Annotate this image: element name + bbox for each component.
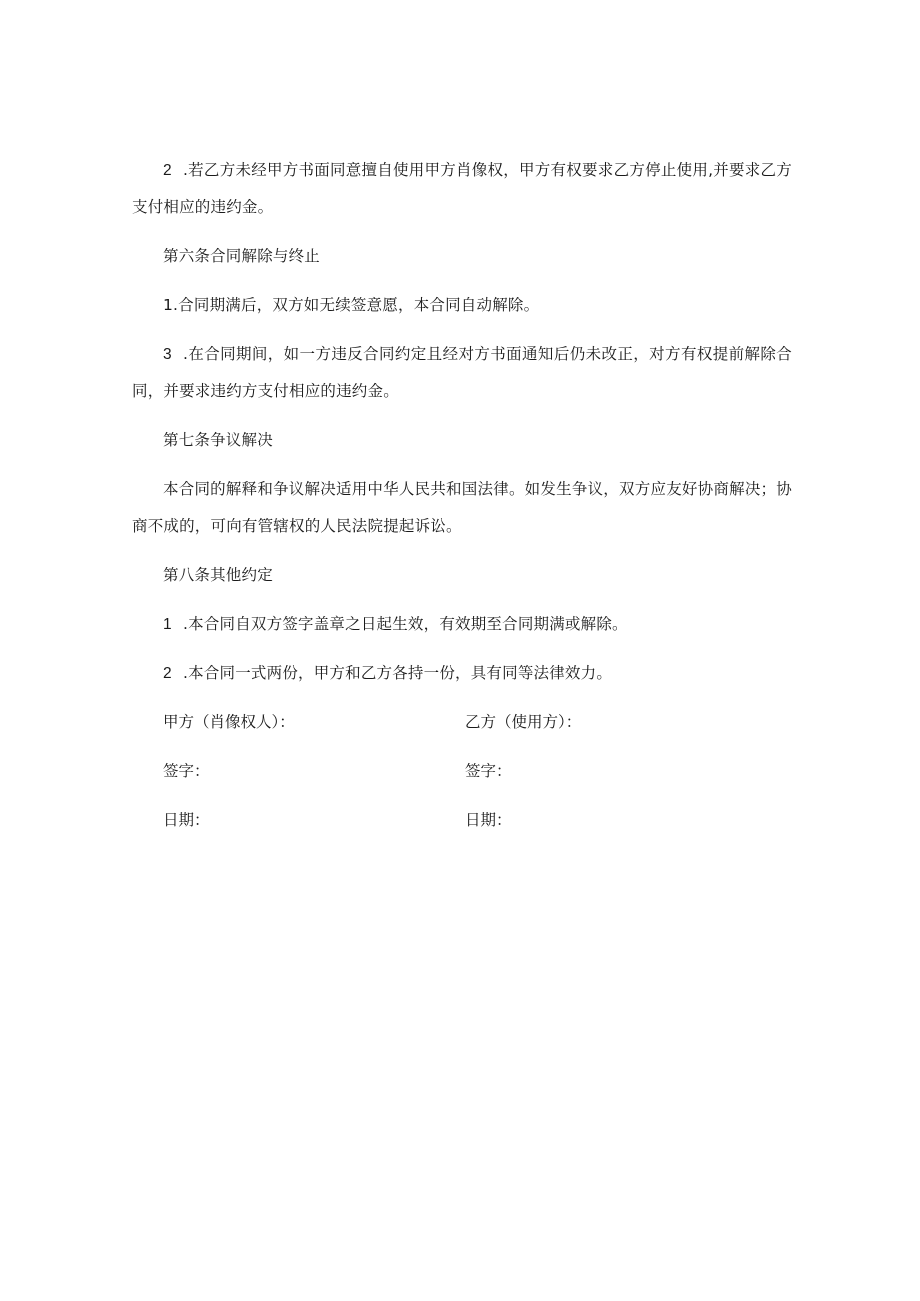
clause-8-item-1 (132, 606, 792, 643)
document-body (132, 152, 792, 851)
clause-5-item-2 (132, 152, 792, 226)
item-number: 3 (163, 346, 172, 363)
signature-party-row (132, 704, 792, 753)
party-b-label: 乙方（使用方）： (465, 713, 582, 731)
party-a-label: 甲方（肖像权人）： (163, 713, 295, 731)
paragraph-text: .若乙方未经甲方书面同意擅自使用甲方肖像权，甲方有权要求乙方停止使用,并要求乙方支付相应的违约金。 (132, 161, 792, 216)
item-number: 2 (163, 665, 172, 682)
clause-7-body (132, 471, 792, 545)
item-number: 2 (163, 162, 172, 179)
article-7-heading (132, 422, 792, 459)
party-a-date-label: 日期： (163, 811, 210, 829)
heading-text: 第六条合同解除与终止 (163, 247, 321, 265)
article-6-heading (132, 238, 792, 275)
clause-8-item-2 (132, 655, 792, 692)
clause-6-item-1 (132, 287, 792, 324)
clause-6-item-3 (132, 336, 792, 410)
heading-text: 第八条其他约定 (163, 566, 273, 584)
heading-text: 第七条争议解决 (163, 431, 273, 449)
item-number: 1 (163, 616, 172, 633)
signature-date-row (132, 802, 792, 851)
party-b-sign-label: 签字： (465, 762, 512, 780)
paragraph-text: .本合同一式两份，甲方和乙方各持一份，具有同等法律效力。 (183, 664, 613, 682)
signature-sign-row (132, 753, 792, 802)
party-a-sign-label: 签字： (163, 762, 210, 780)
article-8-heading (132, 557, 792, 594)
party-b-date-label: 日期： (465, 811, 512, 829)
paragraph-text: .在合同期间，如一方违反合同约定且经对方书面通知后仍未改正，对方有权提前解除合同，并要求违约方支付相应的违约金。 (132, 345, 792, 400)
paragraph-text: .本合同自双方签字盖章之日起生效，有效期至合同期满或解除。 (183, 615, 628, 633)
paragraph-text: 本合同的解释和争议解决适用中华人民共和国法律。如发生争议，双方应友好协商解决；协商不成的，可向有管辖权的人民法院提起诉讼。 (132, 480, 792, 535)
paragraph-text: 1.合同期满后，双方如无续签意愿，本合同自动解除。 (163, 296, 540, 314)
